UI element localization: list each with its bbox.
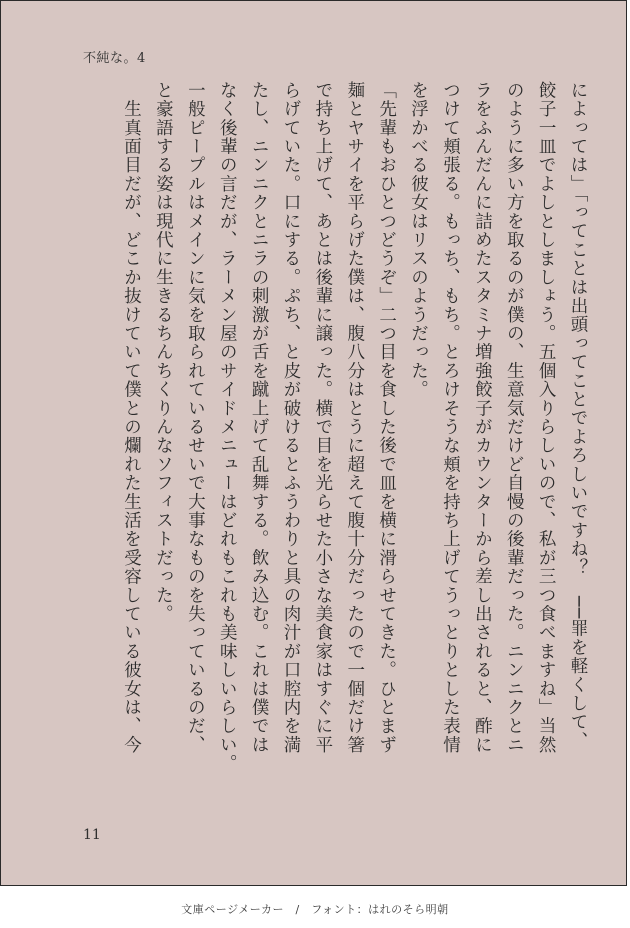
text-column: 麺とヤサイを平らげた僕は、腹八分はとうに超えて腹十分だったので一個だけ箸 — [344, 81, 365, 755]
page-number: 11 — [83, 827, 101, 843]
text-column: と豪語する姿は現代に生きるちんちくりんなソフィストだった。 — [153, 81, 174, 624]
text-column: 餃子一皿でよしとしましょう。五個入りらしいので、私が三つ食べますね」当然 — [536, 81, 557, 755]
text-column: なく後輩の言だが、ラーメン屋のサイドメニューはどれもこれも美味しいらしい。 — [217, 81, 238, 773]
text-column: らげていた。口にする。ぷち、と皮が破けるとふうわりと具の肉汁が口腔内を満 — [280, 81, 301, 755]
vertical-text-body — [122, 81, 588, 801]
text-column: つけて頬張る。もっち、もち。とろけそうな頬を持ち上げてうっとりとした表情 — [440, 81, 461, 755]
text-column: たし、ニンニクとニラの刺激が舌を蹴上げて乱舞する。飲み込む。これは僕では — [249, 81, 270, 755]
text-column: によっては」「ってことは出頭ってことでよろしいですね？ ──罪を軽くして、 — [568, 81, 588, 751]
text-column: 生真面目だが、どこか抜けていて僕との爛れた生活を受容している彼女は、今 — [121, 81, 142, 755]
text-column: のように多い方を取るのが僕の、生意気だけど自慢の後輩だった。ニンニクとニ — [504, 81, 525, 755]
footer-credit: 文庫ページメーカー / フォント：はれのそら明朝 — [181, 903, 449, 916]
text-column: 「先輩もおひとつどうぞ」二つ目を食した後で皿を横に滑らせてきた。ひとまず — [376, 81, 397, 755]
text-column: を浮かべる彼女はリスのようだった。 — [408, 81, 429, 399]
text-column: で持ち上げて、あとは後輩に譲った。横で目を光らせた小さな美食家はすぐに平 — [312, 81, 333, 755]
text-column: 一般ピープルはメインに気を取られているせいで大事なものを失っているのだ、 — [185, 81, 206, 755]
text-column: ラをふんだんに詰めたスタミナ増強餃子がカウンターから差し出されると、酢に — [472, 81, 493, 755]
running-header: 不純な。4 — [83, 51, 146, 66]
